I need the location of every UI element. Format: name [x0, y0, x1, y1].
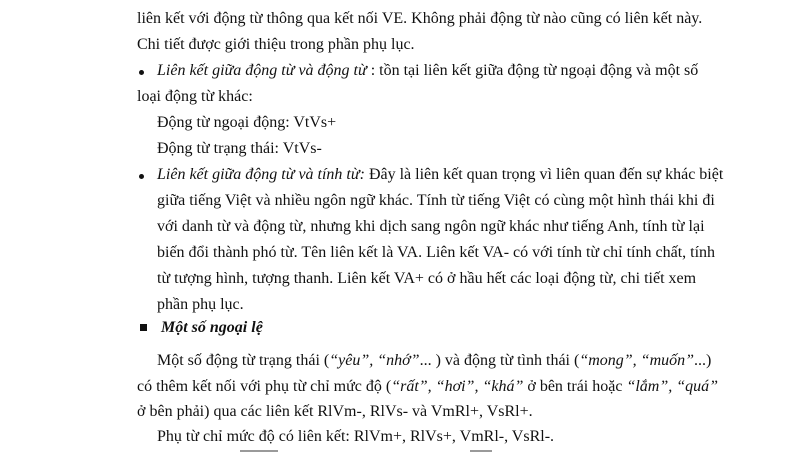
cutoff-text-line [0, 450, 800, 454]
paragraph-line [157, 351, 711, 371]
text-run: ... ) và động từ tình thái ( [419, 352, 580, 369]
paragraph-line: Chi tiết được giới thiệu trong phần phụ lục. [137, 36, 415, 53]
paragraph-line: loại động từ khác: [137, 88, 253, 105]
section-heading: Một số ngoại lệ [161, 319, 263, 336]
text-run: ở bên trái hoặc [523, 378, 627, 395]
paragraph-line: với danh từ và động từ, nhưng khi dịch sang ngôn ngữ khác như tiếng Anh, tính từ lại [157, 218, 705, 235]
paragraph-line: phần phụ lục. [157, 296, 244, 313]
paragraph-line: từ tượng hình, tượng thanh. Liên kết VA+ có ở hầu hết các loại động từ, chi tiết xem [157, 270, 697, 287]
example-words: “mong”, “muốn” [579, 352, 695, 369]
bullet-text: Đây là liên kết quan trọng vì liên quan đến sự khác biệt [364, 166, 724, 183]
bullet-item-verb-verb [157, 61, 698, 81]
example-words: “yêu”, “nhớ” [329, 352, 420, 369]
example-words: “lắm”, “quá” [626, 378, 719, 395]
square-bullet-icon [140, 324, 147, 331]
paragraph-line [137, 377, 718, 397]
paragraph-line: liên kết với động từ thông qua kết nối VE. Không phải động từ nào cũng có liên kết này. [137, 10, 703, 27]
paragraph-line: biến đổi thành phó từ. Tên liên kết là VA. Liên kết VA- có với tính từ chỉ tính chất, tính [157, 244, 716, 261]
bullet-dot-icon [139, 174, 144, 179]
example-line: Động từ trạng thái: VtVs- [157, 140, 322, 157]
bullet-text: : tồn tại liên kết giữa động từ ngoại động và một số [366, 62, 699, 79]
bullet-dot-icon [139, 70, 144, 75]
example-words: “rất”, “hơi”, “khá” [391, 378, 524, 395]
bullet-term: Liên kết giữa động từ và tính từ: [157, 166, 365, 183]
example-line: Động từ ngoại động: VtVs+ [157, 114, 337, 131]
bullet-item-verb-adjective [157, 165, 723, 185]
paragraph-line: Phụ từ chỉ mức độ có liên kết: RlVm+, RlVs+, VmRl-, VsRl-. [157, 428, 555, 445]
text-run: Một số động từ trạng thái ( [157, 352, 330, 369]
text-run: ...) [694, 352, 712, 369]
paragraph-line: ở bên phải) qua các liên kết RlVm-, RlVs- và VmRl+, VsRl+. [137, 403, 533, 420]
bullet-term: Liên kết giữa động từ và động từ [157, 62, 367, 79]
text-run: có thêm kết nối với phụ từ chỉ mức độ ( [137, 378, 392, 395]
paragraph-line: giữa tiếng Việt và nhiều ngôn ngữ khác. Tính từ tiếng Việt có cùng một hình thái khi đi [157, 192, 715, 209]
